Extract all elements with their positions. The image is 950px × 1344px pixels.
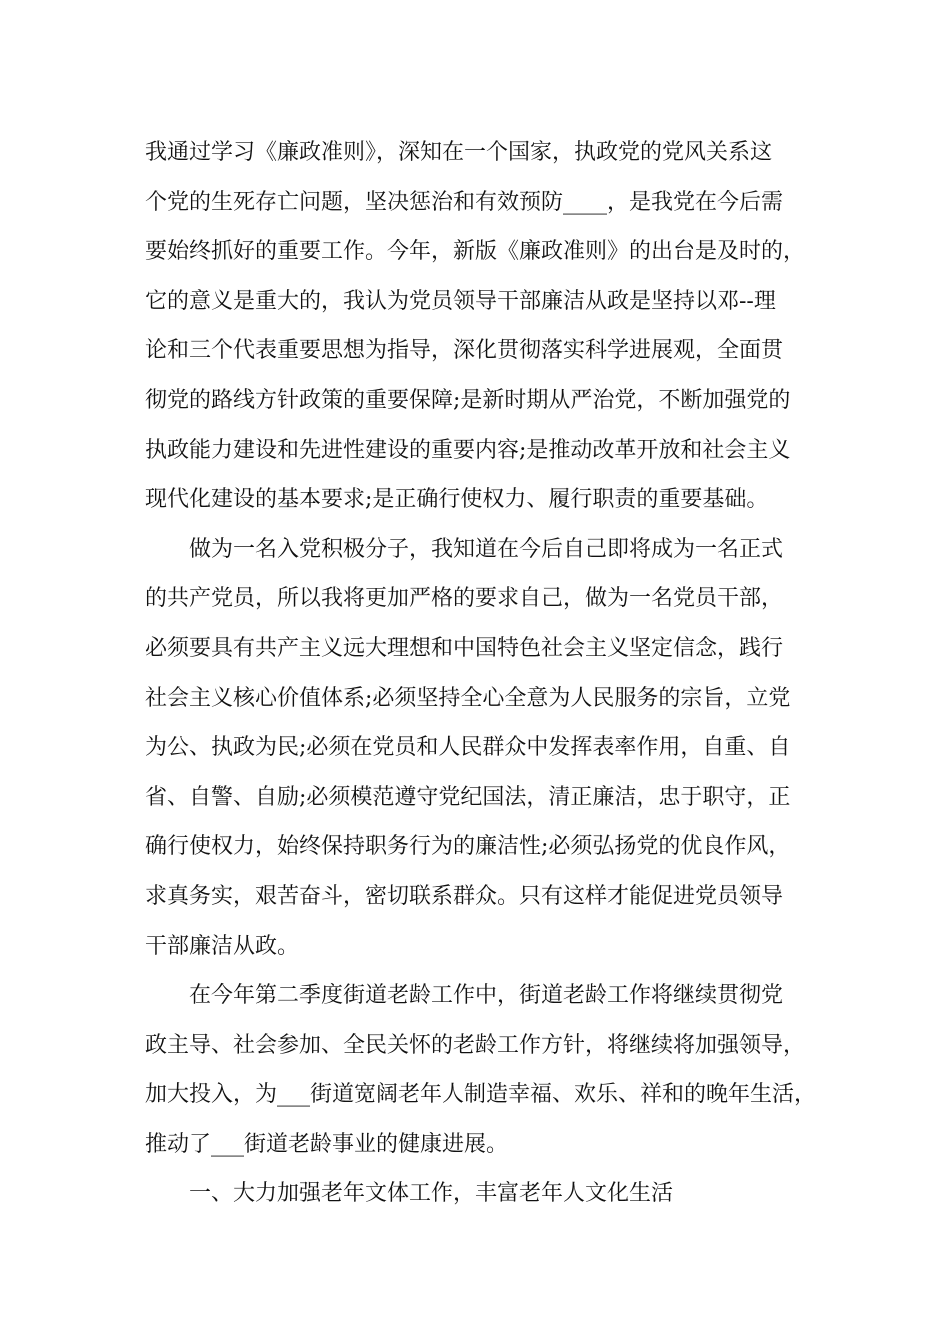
- text-line: 做为一名入党积极分子，我知道在今后自己即将成为一名正式: [189, 536, 784, 562]
- text-line: 加大投入，为___街道宽阔老年人制造幸福、欢乐、祥和的晚年生活，: [145, 1082, 817, 1108]
- text-line: 确行使权力，始终保持职务行为的廉洁性;必须弘扬党的优良作风，: [145, 834, 791, 860]
- text-line: 个党的生死存亡问题，坚决惩治和有效预防____，是我党在今后需: [145, 189, 784, 215]
- paragraph-3: [145, 971, 845, 1169]
- text-line: 我通过学习《廉政准则》，深知在一个国家，执政党的党风关系这: [145, 140, 773, 165]
- paragraph-4-heading: [145, 1169, 845, 1219]
- paragraph-1: [145, 128, 845, 525]
- text-line: 干部廉洁从政。: [145, 933, 300, 959]
- section-heading: 一、大力加强老年文体工作，丰富老年人文化生活: [189, 1181, 674, 1207]
- text-line: 推动了___街道老龄事业的健康进展。: [145, 1131, 509, 1157]
- text-line: 执政能力建设和先进性建设的重要内容;是推动改革开放和社会主义: [145, 437, 791, 463]
- text-line: 必须要具有共产主义远大理想和中国特色社会主义坚定信念，践行: [145, 635, 784, 661]
- text-line: 在今年第二季度街道老龄工作中，街道老龄工作将继续贯彻党: [189, 983, 784, 1009]
- text-line: 省、自警、自励;必须模范遵守党纪国法，清正廉洁，忠于职守，正: [145, 784, 791, 810]
- document-body: [145, 128, 845, 1219]
- text-line: 它的意义是重大的，我认为党员领导干部廉洁从政是坚持以邓--理: [145, 288, 776, 314]
- text-line: 彻党的路线方针政策的重要保障;是新时期从严治党，不断加强党的: [145, 387, 791, 413]
- text-line: 求真务实，艰苦奋斗，密切联系群众。只有这样才能促进党员领导: [145, 883, 784, 909]
- text-line: 的共产党员，所以我将更加严格的要求自己，做为一名党员干部，: [145, 586, 784, 612]
- text-line: 论和三个代表重要思想为指导，深化贯彻落实科学进展观，全面贯: [145, 338, 784, 364]
- text-line: 为公、执政为民;必须在党员和人民群众中发挥表率作用，自重、自: [145, 735, 791, 761]
- text-line: 社会主义核心价值体系;必须坚持全心全意为人民服务的宗旨，立党: [145, 685, 791, 711]
- text-line: 政主导、社会参加、全民关怀的老龄工作方针，将继续将加强领导，: [145, 1032, 806, 1058]
- text-line: 现代化建设的基本要求;是正确行使权力、履行职责的重要基础。: [145, 487, 769, 513]
- paragraph-2: [145, 525, 845, 971]
- text-line: 要始终抓好的重要工作。今年，新版《廉政准则》的出台是及时的，: [145, 239, 806, 265]
